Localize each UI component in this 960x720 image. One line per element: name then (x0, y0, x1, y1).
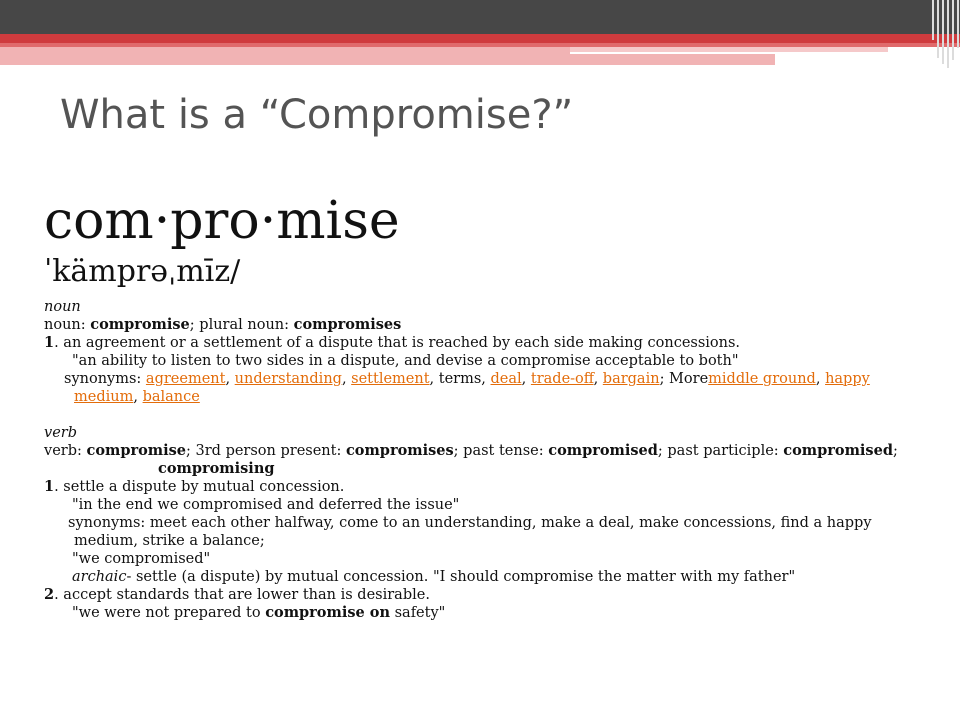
noun-sense-1: 1. an agreement or a settlement of a dispute that is reached by each side making concessions. (44, 334, 741, 351)
top-decor-white-line (570, 52, 888, 54)
synonym-link-middle-ground[interactable]: middle ground (708, 371, 816, 387)
verb-example-2: "we compromised" (72, 551, 211, 567)
verb-example-1: "in the end we compromised and deferred the issue" (72, 497, 460, 513)
synonym-link-happy-medium[interactable]: happy medium (74, 371, 870, 405)
synonym-link-balance[interactable]: balance (142, 389, 200, 405)
headword: com·pro·mise (44, 191, 400, 251)
verb-sense-2: 2. accept standards that are lower than is desirable. (44, 586, 430, 603)
verb-pos-label: verb (44, 425, 77, 441)
noun-example: "an ability to listen to two sides in a dispute, and devise a compromise acceptable to both" (72, 353, 739, 369)
noun-pos-label: noun (44, 299, 81, 315)
verb-archaic-note: archaic- settle (a dispute) by mutual concession. "I should compromise the matter with my father" (72, 569, 796, 585)
noun-forms: noun: compromise; plural noun: compromises (44, 316, 402, 333)
verb-example-3: "we were not prepared to compromise on safety" (72, 604, 446, 621)
definition-body (44, 298, 924, 622)
synonym-link-agreement[interactable]: agreement (145, 371, 226, 387)
page-title: What is a “Compromise?” (60, 92, 574, 138)
synonym-link-understanding[interactable]: understanding (234, 371, 342, 387)
verb-forms: verb: compromise; 3rd person present: compromises; past tense: compromised; past participle: compromised; compromising (44, 442, 898, 477)
synonym-link-bargain[interactable]: bargain (602, 371, 660, 387)
synonym-link-trade-off[interactable]: trade-off (530, 371, 594, 387)
top-decor-dark-bar (0, 0, 960, 34)
pronunciation: ˈkämprəˌmīz/ (44, 254, 241, 289)
verb-synonyms: synonyms: meet each other halfway, come to an understanding, make a deal, make concessions, find a happy medium, strike a balance; (68, 515, 872, 549)
synonym-link-settlement[interactable]: settlement (351, 371, 430, 387)
noun-synonyms: synonyms: agreement, understanding, settlement, terms, deal, trade-off, bargain; Moremiddle ground, happy medium, balance (64, 371, 870, 405)
top-decor-red-band (0, 34, 960, 43)
synonym-link-deal[interactable]: deal (490, 371, 522, 387)
verb-sense-1: 1. settle a dispute by mutual concession. (44, 478, 345, 495)
top-decor-vertical-lines (930, 0, 960, 68)
section-spacer (44, 406, 924, 424)
synonym-terms: terms (438, 371, 482, 387)
